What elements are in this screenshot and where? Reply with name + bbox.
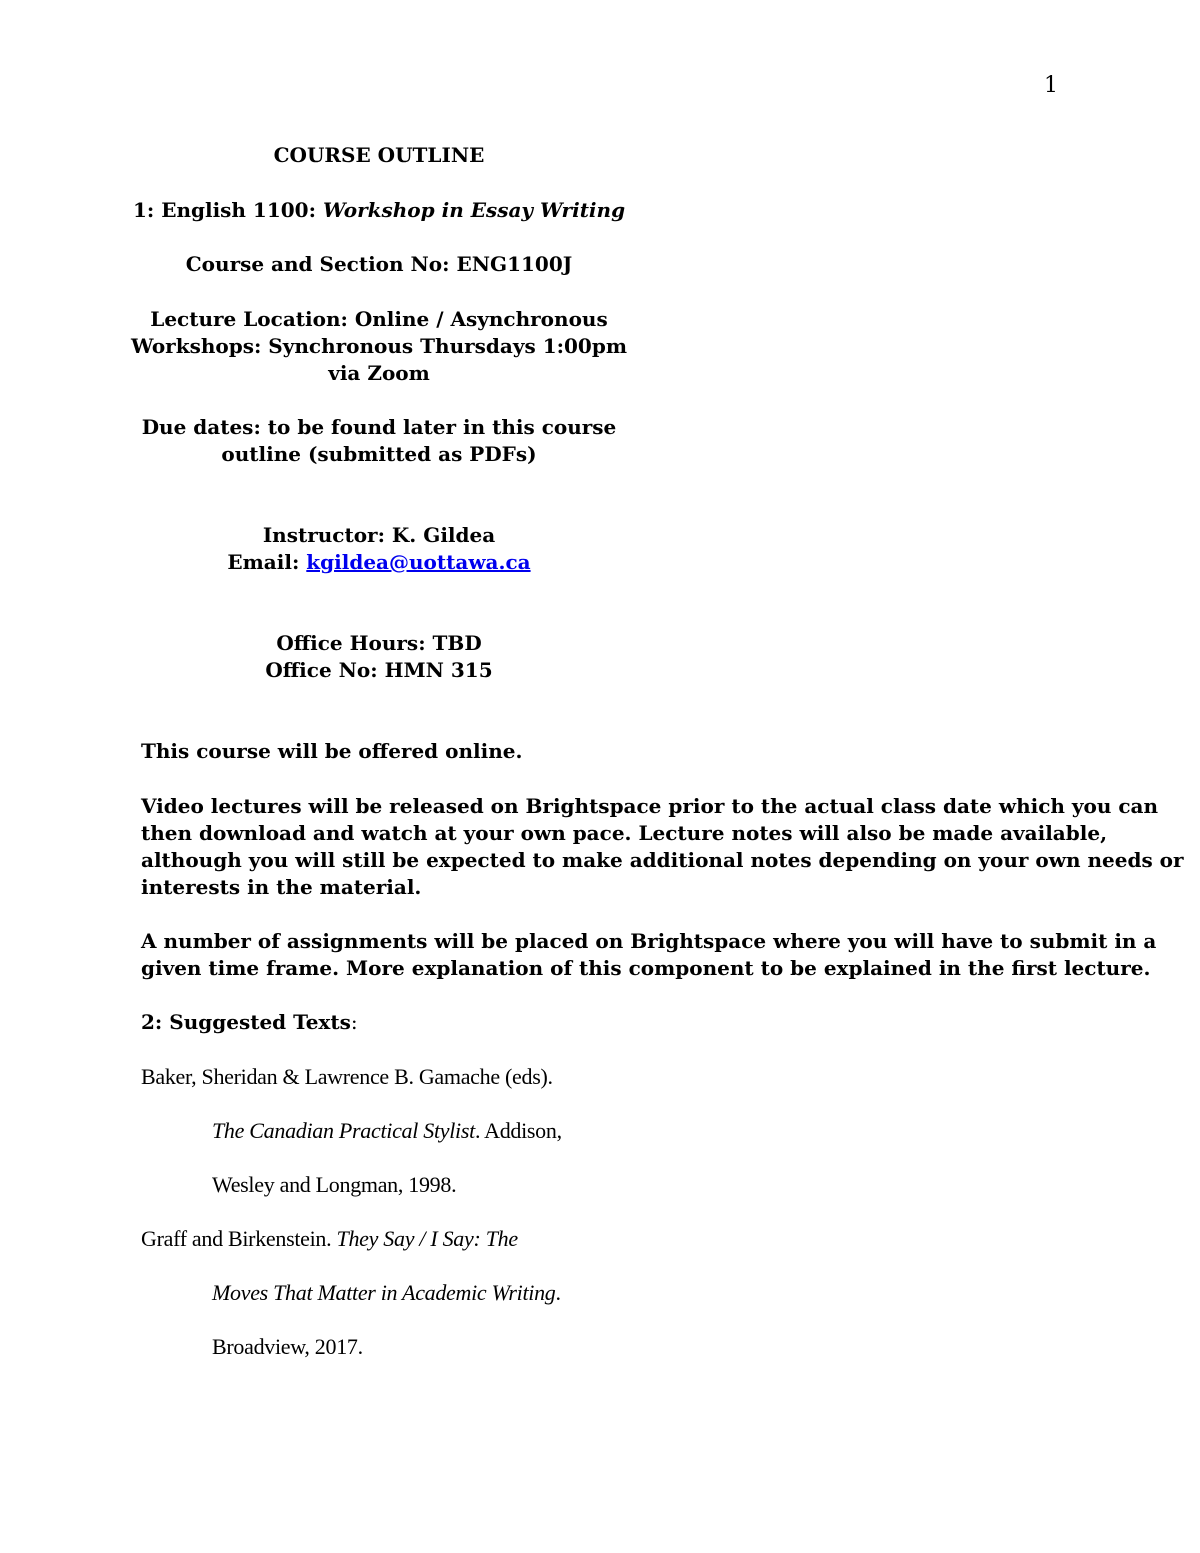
reference-2-publisher-year: Broadview, 2017. [212, 1334, 363, 1359]
due-dates-line-1: Due dates: to be found later in this course [141, 415, 617, 439]
email-link[interactable]: kgildea@uottawa.ca [306, 550, 531, 574]
reference-2-line-2 [212, 1279, 561, 1306]
video-paragraph-line: Video lectures will be released on Brightspace prior to the actual class date which you can [141, 794, 1159, 818]
page-number: 1 [1044, 73, 1058, 98]
document-title: COURSE OUTLINE [273, 143, 485, 167]
workshops-line-2: via Zoom [328, 361, 430, 385]
course-prefix: 1: English 1100: [132, 198, 323, 222]
reference-1-publisher-year: Wesley and Longman, 1998. [212, 1172, 457, 1197]
lecture-location: Lecture Location: Online / Asynchronous [150, 307, 608, 331]
workshops-line-1: Workshops: Synchronous Thursdays 1:00pm [131, 334, 627, 358]
reference-1-publisher: . Addison, [474, 1118, 562, 1143]
reference-2-title-part-1: They Say / I Say: The [336, 1226, 518, 1251]
course-title: Workshop in Essay Writing [322, 198, 626, 222]
due-dates-line-2: outline (submitted as PDFs) [221, 442, 537, 466]
email-line [0, 549, 758, 576]
course-section: Course and Section No: ENG1100J [185, 252, 573, 276]
suggested-texts-heading [141, 1009, 358, 1036]
suggested-texts-colon: : [350, 1010, 358, 1034]
suggested-texts-label: 2: Suggested Texts [141, 1010, 351, 1034]
reference-2-title-part-2: Moves That Matter in Academic Writing [212, 1280, 556, 1305]
reference-2-period: . [555, 1280, 561, 1305]
assignment-paragraph-line: given time frame. More explanation of this component to be explained in the first lecture. [141, 956, 1151, 980]
reference-1-title: The Canadian Practical Stylist [212, 1118, 475, 1143]
email-label: Email: [227, 550, 307, 574]
course-name [0, 197, 758, 224]
reference-1-authors: Baker, Sheridan & Lawrence B. Gamache (eds). [141, 1064, 553, 1089]
video-paragraph-line: although you will still be expected to make additional notes depending on your own needs or [141, 848, 1184, 872]
reference-2-authors: Graff and Birkenstein. [141, 1226, 337, 1251]
online-notice: This course will be offered online. [141, 739, 523, 763]
instructor: Instructor: K. Gildea [262, 523, 496, 547]
office-hours: Office Hours: TBD [276, 631, 482, 655]
video-paragraph-line: then download and watch at your own pace. Lecture notes will also be made available, [141, 821, 1108, 845]
reference-2-line-1 [141, 1225, 518, 1252]
reference-1-title-line [212, 1117, 562, 1144]
office-number: Office No: HMN 315 [265, 658, 493, 682]
assignment-paragraph-line: A number of assignments will be placed on Brightspace where you will have to submit in a [141, 929, 1157, 953]
video-paragraph-line: interests in the material. [141, 875, 422, 899]
